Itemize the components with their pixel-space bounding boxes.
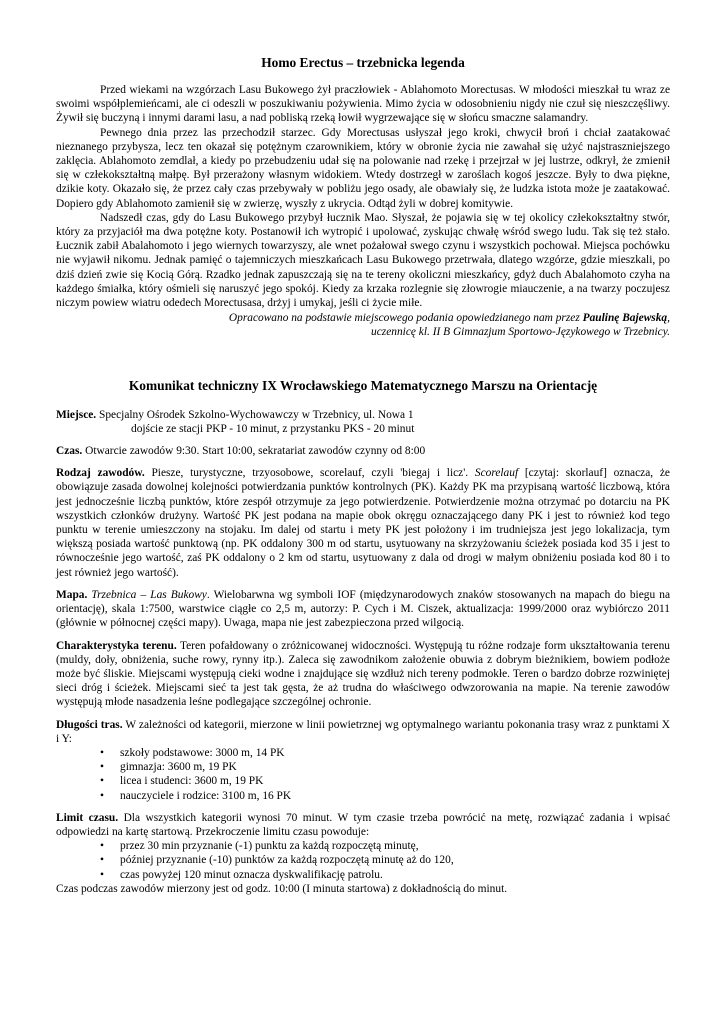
limit-list xyxy=(56,839,670,882)
limit-footer: Czas podczas zawodów mierzony jest od godz. 10:00 (I minuta startowa) z dokładnością do minut. xyxy=(56,882,508,895)
types-text-2: [czytaj: skorlauf] oznacza, że obowiązuje zasada dowolnej kolejności potwierdzania punktów kontrolnych (PK). Każdy PK ma przypisaną wartość liczbową, która jest jednocześnie liczbą punktów, które zespół otrzymuje za jego potwierdzenie. Potwierdzenie można otrzymać po dotarciu na PK wszystkich członków drużyny. Wartość PK jest podana na mapie obok okręgu oznaczającego dany PK i jest to również kod tego punktu w terenie umieszczony na stojaku. Im dalej od startu i mety PK jest położony i im trudniejsza jest jego lokalizacja, tym większą posiada wartość punktową (np. PK oddalony 300 m od startu, usytuowany na skrzyżowaniu ścieżek posiada kod 35 i jest to równocześnie jego wartość, zaś PK oddalony o 2 km od startu, usytuowany z dala od drogi w małym obniżeniu posiada kod 80 i to jest również jego wartość). xyxy=(56,467,670,579)
map-label: Mapa. xyxy=(56,588,88,601)
map-text: . Wielobarwna wg symboli IOF (międzynarodowych znaków stosowanych na mapach do biegu na orientację), skala 1:7500, warstwice ciągłe co 2,5 m, autorzy: P. Cych i M. Ciszek, aktualizacja: 1999/2000 oraz wybiórczo 2011 (głównie w północnej części mapy). Uwaga, mapa nie jest zabezpieczona przed wilgocią. xyxy=(56,588,671,630)
time-text: Otwarcie zawodów 9:30. Start 10:00, sekratariat zawodów czynny od 8:00 xyxy=(82,445,426,458)
routes-text: W zależności od kategorii, mierzone w linii powietrznej wg optymalnego wariantu pokonania trasy wraz z punktami X i Y: xyxy=(56,718,670,745)
place-line-1: Specjalny Ośrodek Szkolno-Wychowawczy w Trzebnicy, ul. Nowa 1 xyxy=(96,408,414,421)
list-item: • gimnazja: 3600 m, 19 PK xyxy=(100,760,670,774)
section-routes xyxy=(56,718,670,803)
legend-paragraph-3: Nadszedł czas, gdy do Lasu Bukowego przybył łucznik Mao. Słyszał, że pojawia się w tej okolicy człekokształtny stwór, który za przyjaciół ma dwa potężne koty. Postanowił ich wytropić i upolować, zyskując chwałę wśród swego ludu. Tak się też stało. Łucznik zabił Abalahomoto i jego wiernych towarzyszy, ale wnet pożałował swego czynu i wszystkich pochował. Miejsca pochówku nie wyjawił nikomu. Jednak pamięć o tajemniczych mieszkańcach Lasu Bukowego przetrwała, dlatego wzgórze, gdzie mieszkali, po dziś dzień zwie się Kocią Górą. Rzadko jednak zapuszczają się na te tereny okoliczni mieszkańcy, gdyż duch Abalahomoto czyha na każdego śmiałka, który ośmieli się naruszyć jego spokój. Kiedy za krzaka rozlegnie się złowrogie miauczenie, a na twarzy poczujesz niczym powiew wiatru odedech Morectusasa, drżyj i umykaj, jeśli ci życie miłe. xyxy=(56,211,670,310)
list-item: • później przyznanie (-10) punktów za każdą rozpoczętą minutę aż do 120, xyxy=(100,853,670,867)
terrain-label: Charakterystyka terenu. xyxy=(56,639,177,652)
map-italic: Trzebnica – Las Bukowy xyxy=(87,588,207,601)
limit-label: Limit czasu. xyxy=(56,811,119,824)
section-place xyxy=(56,408,670,436)
section-time-limit xyxy=(56,811,670,896)
section-time xyxy=(56,444,670,458)
list-item: • czas powyżej 120 minut oznacza dyskwalifikację patrolu. xyxy=(100,868,670,882)
list-item: • licea i studenci: 3600 m, 19 PK xyxy=(100,774,670,788)
list-item: • nauczyciele i rodzice: 3100 m, 16 PK xyxy=(100,789,670,803)
section-competition-type xyxy=(56,466,670,580)
attribution-line-2: uczennicę kl. II B Gimnazjum Sportowo-Językowego w Trzebnicy. xyxy=(371,326,670,339)
section-terrain xyxy=(56,639,670,710)
place-label: Miejsce. xyxy=(56,408,97,421)
list-item: • szkoły podstawowe: 3000 m, 14 PK xyxy=(100,746,670,760)
terrain-text: Teren pofałdowany o zróżnicowanej widoczności. Występują tu różne rodzaje form ukształtowania terenu (muldy, doły, obniżenia, suche rowy, rynny itp.). Zaleca się zawodnikom założenie obuwia z dobrym bieżnikiem, bowiem podłoże może być śliskie. Miejscami występują cieki wodne i znajdujące się wzdłuż nich tereny podmokłe. Teren o bardzo dobrze rozwiniętej sieci dróg i ścieżek. Miejscami sieć ta jest tak gęsta, że aż trudna do właściwego odwzorowania na mapie. Na terenie zawodów występują młode nasadzenia leśne podlegające szczególnej ochronie. xyxy=(56,639,670,709)
legend-title: Homo Erectus – trzebnicka legenda xyxy=(261,55,465,70)
types-label: Rodzaj zawodów. xyxy=(56,467,145,480)
routes-label: Długości tras. xyxy=(56,718,123,731)
attribution-prefix: Opracowano na podstawie miejscowego podania opowiedzianego nam przez xyxy=(228,312,583,325)
attribution-name: Paulinę Bajewską xyxy=(582,312,668,325)
communique-title: Komunikat techniczny IX Wrocławskiego Matematycznego Marszu na Orientację xyxy=(128,377,598,393)
legend-attribution xyxy=(56,311,670,339)
types-text-1: Piesze, turystyczne, trzyosobowe, scorelauf, czyli 'biegaj i licz'. xyxy=(144,467,475,480)
place-line-2: dojście ze stacji PKP - 10 minut, z przystanku PKS - 20 minut xyxy=(131,422,415,435)
routes-list xyxy=(56,746,670,803)
types-italic: Scorelauf xyxy=(474,467,519,480)
attribution-suffix: , xyxy=(667,312,670,325)
legend-paragraph-1: Przed wiekami na wzgórzach Lasu Bukowego żył praczłowiek - Ablahomoto Morectusas. W młodości mieszkał tu wraz ze swoimi współplemieńcami, ale ci odeszli w poszukiwaniu pożywienia. Mimo życia w odosobnieniu nigdy nie czuł się nieszczęśliwy. Żywił się buczyną i innymi darami lasu, a nad pobliską rzeką łowił wygrzewające się w słońcu smaczne salamandry. xyxy=(56,84,670,125)
limit-text: Dla wszystkich kategorii wynosi 70 minut. W tym czasie trzeba powrócić na metę, rozwiązać zadania i wpisać odpowiedzi na kartę startową. Przekroczenie limitu czasu powoduje: xyxy=(56,811,670,838)
section-map xyxy=(56,588,670,631)
list-item: • przez 30 min przyznanie (-1) punktu za każdą rozpoczętą minutę, xyxy=(100,839,670,853)
time-label: Czas. xyxy=(56,445,83,458)
legend-paragraph-2: Pewnego dnia przez las przechodził starzec. Gdy Morectusas usłyszał jego kroki, chwycił broń i chciał zaatakować nieznanego przybysza, lecz ten okazał się potężnym czarownikiem, który w obronie życia nie zawahał się użyć najstraszniejszego zaklęcia. Ablahomoto zemdlał, a kiedy po przebudzeniu udał się na polowanie nad rzekę i przejrzał w jej lustrze, odkrył, że zmienił się w człekokształtną małpę. Był przerażony własnym widokiem. Wtedy dostrzegł w zaroślach kogoś jeszcze. Były to dwa piękne, dzikie koty. Okazało się, że przez cały czas przebywały w pobliżu jego osady, ale obawiały się, że ludzka istota może je zaatakować. Dopiero gdy Ablahomoto zamienił się w zwierzę, wyszły z ukrycia. Odtąd żyli w dobrej komitywie. xyxy=(56,126,670,210)
